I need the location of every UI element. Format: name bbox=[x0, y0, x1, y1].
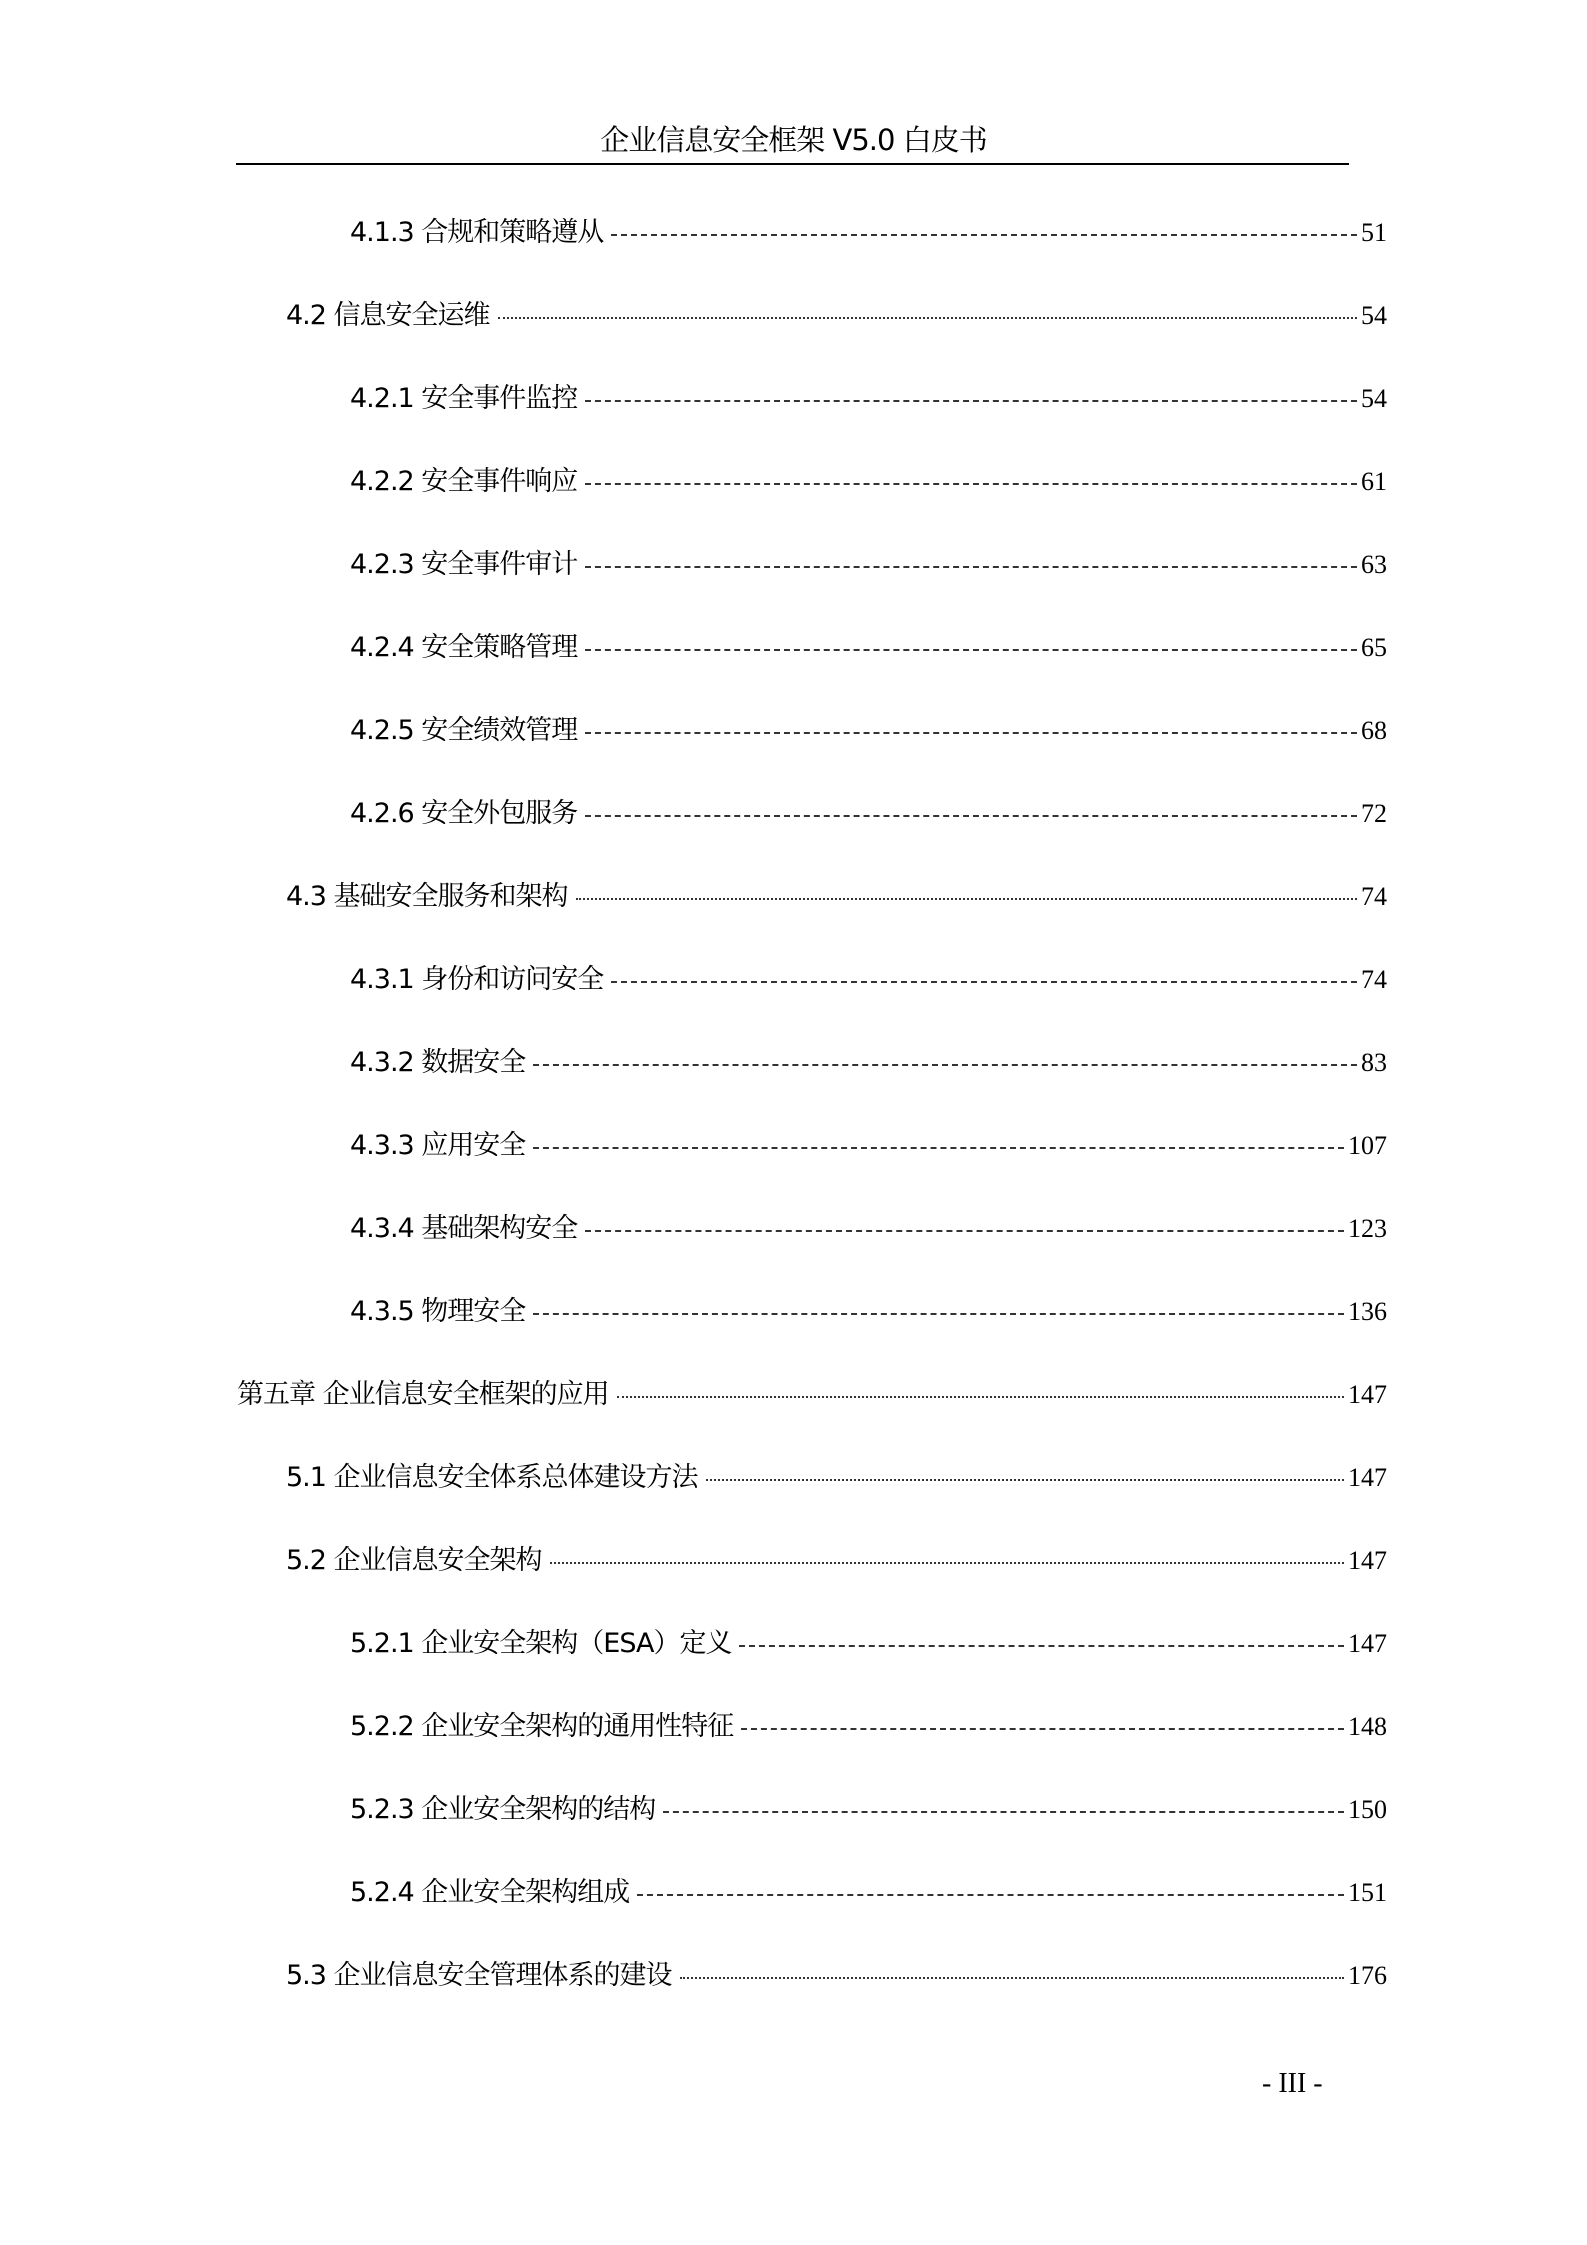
toc-entry-label: 4.3.3 应用安全 bbox=[350, 1130, 526, 1161]
toc-entry-label: 4.3.5 物理安全 bbox=[350, 1296, 526, 1327]
toc-entry-page: 107 bbox=[1348, 1131, 1387, 1160]
toc-entry-page: 51 bbox=[1361, 218, 1387, 247]
toc-entry[interactable] bbox=[350, 1040, 1387, 1084]
page-header-title: 企业信息安全框架 V5.0 白皮书 bbox=[600, 123, 987, 157]
toc-leader bbox=[680, 1977, 1344, 1979]
toc-entry-label: 4.3.2 数据安全 bbox=[350, 1047, 526, 1078]
toc-entry-label: 4.2.3 安全事件审计 bbox=[350, 549, 578, 580]
toc-entry[interactable] bbox=[350, 210, 1387, 254]
toc-entry[interactable] bbox=[237, 1372, 1387, 1416]
toc-entry[interactable] bbox=[286, 1455, 1387, 1499]
toc-entry-page: 176 bbox=[1348, 1961, 1387, 1990]
toc-entry-label: 4.3 基础安全服务和架构 bbox=[286, 881, 568, 912]
toc-entry[interactable] bbox=[350, 459, 1387, 503]
toc-entry-page: 151 bbox=[1348, 1878, 1387, 1907]
toc-entry-label: 5.3 企业信息安全管理体系的建设 bbox=[286, 1960, 672, 1991]
toc-leader bbox=[611, 981, 1357, 983]
toc-entry-page: 61 bbox=[1361, 467, 1387, 496]
toc-entry[interactable] bbox=[350, 1704, 1387, 1748]
toc-entry[interactable] bbox=[350, 1289, 1387, 1333]
toc-entry-label: 5.2.4 企业安全架构组成 bbox=[350, 1877, 630, 1908]
toc-leader bbox=[585, 400, 1357, 402]
toc-leader bbox=[706, 1479, 1344, 1481]
toc-entry-page: 147 bbox=[1348, 1463, 1387, 1492]
toc-entry-page: 68 bbox=[1361, 716, 1387, 745]
toc-entry[interactable] bbox=[350, 1123, 1387, 1167]
toc-entry-label: 4.2.6 安全外包服务 bbox=[350, 798, 578, 829]
toc-entry[interactable] bbox=[350, 1621, 1387, 1665]
toc-entry[interactable] bbox=[286, 1953, 1387, 1997]
toc-leader bbox=[498, 317, 1357, 319]
toc-entry-label: 4.2.5 安全绩效管理 bbox=[350, 715, 578, 746]
toc-entry-label: 5.2 企业信息安全架构 bbox=[286, 1545, 542, 1576]
toc-entry-page: 123 bbox=[1348, 1214, 1387, 1243]
toc-entry-page: 65 bbox=[1361, 633, 1387, 662]
toc-leader bbox=[611, 234, 1357, 236]
toc-entry[interactable] bbox=[350, 708, 1387, 752]
toc-entry-label: 4.1.3 合规和策略遵从 bbox=[350, 217, 604, 248]
toc-leader bbox=[585, 483, 1357, 485]
header-rule bbox=[236, 163, 1349, 165]
toc-entry[interactable] bbox=[350, 625, 1387, 669]
toc-entry-page: 147 bbox=[1348, 1546, 1387, 1575]
toc-entry-page: 74 bbox=[1361, 882, 1387, 911]
toc-entry[interactable] bbox=[350, 1206, 1387, 1250]
toc-entry-label: 5.2.2 企业安全架构的通用性特征 bbox=[350, 1711, 734, 1742]
toc-entry-label: 5.1 企业信息安全体系总体建设方法 bbox=[286, 1462, 698, 1493]
toc-leader bbox=[533, 1313, 1344, 1315]
toc-entry-page: 147 bbox=[1348, 1380, 1387, 1409]
toc-leader bbox=[617, 1396, 1344, 1398]
toc-entry-page: 150 bbox=[1348, 1795, 1387, 1824]
toc-entry-label: 4.2.2 安全事件响应 bbox=[350, 466, 578, 497]
toc-entry-label: 4.2 信息安全运维 bbox=[286, 300, 490, 331]
toc-entry[interactable] bbox=[350, 957, 1387, 1001]
toc-entry-page: 136 bbox=[1348, 1297, 1387, 1326]
toc-entry-label: 5.2.1 企业安全架构（ESA）定义 bbox=[350, 1628, 732, 1659]
toc-entry-page: 83 bbox=[1361, 1048, 1387, 1077]
toc-leader bbox=[585, 815, 1357, 817]
toc-entry-page: 54 bbox=[1361, 384, 1387, 413]
toc-entry[interactable] bbox=[350, 791, 1387, 835]
footer-page-number: - III - bbox=[1262, 2068, 1323, 2099]
toc-entry-label: 第五章 企业信息安全框架的应用 bbox=[237, 1379, 609, 1410]
toc-entry-page: 54 bbox=[1361, 301, 1387, 330]
toc-leader bbox=[663, 1811, 1344, 1813]
toc-leader bbox=[585, 732, 1357, 734]
toc-leader bbox=[637, 1894, 1344, 1896]
toc-entry-label: 4.2.1 安全事件监控 bbox=[350, 383, 578, 414]
toc-entry[interactable] bbox=[350, 1870, 1387, 1914]
toc-leader bbox=[741, 1728, 1344, 1730]
toc-entry-page: 63 bbox=[1361, 550, 1387, 579]
toc-entry-label: 4.3.4 基础架构安全 bbox=[350, 1213, 578, 1244]
toc-entry-label: 5.2.3 企业安全架构的结构 bbox=[350, 1794, 656, 1825]
toc-entry-label: 4.3.1 身份和访问安全 bbox=[350, 964, 604, 995]
toc-leader bbox=[550, 1562, 1344, 1564]
toc-entry-label: 4.2.4 安全策略管理 bbox=[350, 632, 578, 663]
toc-entry-page: 74 bbox=[1361, 965, 1387, 994]
toc-leader bbox=[533, 1147, 1344, 1149]
toc-leader bbox=[576, 898, 1357, 900]
toc-entry[interactable] bbox=[350, 376, 1387, 420]
toc-entry[interactable] bbox=[286, 1538, 1387, 1582]
toc-entry-page: 148 bbox=[1348, 1712, 1387, 1741]
toc-entry[interactable] bbox=[350, 1787, 1387, 1831]
toc-leader bbox=[585, 1230, 1344, 1232]
toc-entry[interactable] bbox=[350, 542, 1387, 586]
toc-leader bbox=[533, 1064, 1357, 1066]
toc-entry-page: 72 bbox=[1361, 799, 1387, 828]
toc-entry-page: 147 bbox=[1348, 1629, 1387, 1658]
toc-entry[interactable] bbox=[286, 874, 1387, 918]
toc-leader bbox=[739, 1645, 1344, 1647]
toc-entry[interactable] bbox=[286, 293, 1387, 337]
toc-leader bbox=[585, 649, 1357, 651]
toc-leader bbox=[585, 566, 1357, 568]
